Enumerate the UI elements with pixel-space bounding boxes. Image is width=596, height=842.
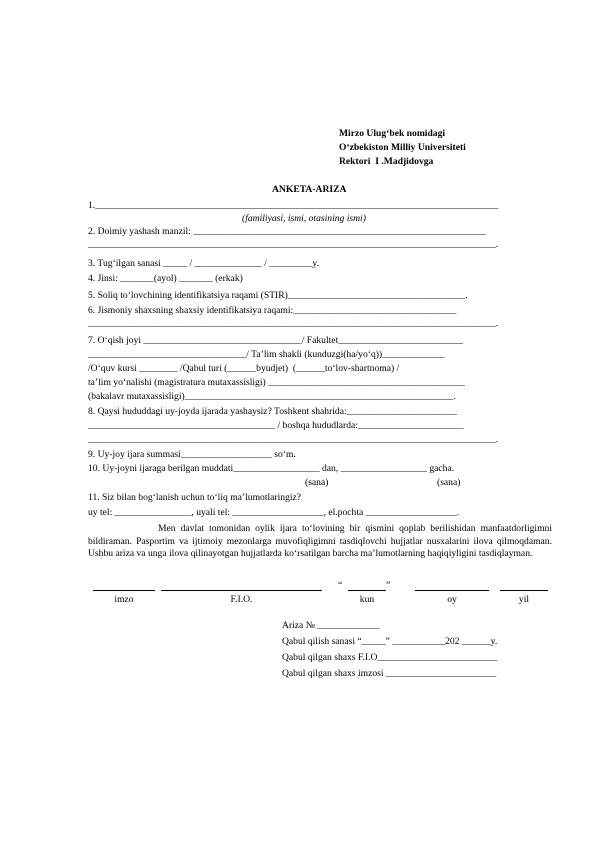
signature-yil-line[interactable] (500, 590, 548, 591)
signature-fio-label: F.I.O. (230, 594, 253, 605)
field-7-course-admission[interactable]: /O‘quv kursi ________ /Qabul turi (______byudjet) (______to‘lov-shartnoma) / (88, 363, 400, 374)
field-6-pinfl[interactable]: 6. Jismoniy shaxsning shaxsiy identifikatsiya raqami:__________________________________ (88, 305, 457, 316)
field-7-specialty-master[interactable]: ta’lim yo‘nalishi (magistratura mutaxassisligi) _________________________________________ (88, 377, 465, 388)
signature-kun-close-quote: ” (386, 580, 391, 591)
signature-oy-line[interactable] (415, 590, 489, 591)
office-receipt-date[interactable]: Qabul qilish sanasi “_____” ___________202 ______y. (282, 636, 498, 647)
signature-kun-label: kun (359, 594, 375, 605)
signature-oy-label: oy (447, 594, 457, 605)
field-7-specialty-bachelor[interactable]: (bakalavr mutaxassisligi)________________________________________________________. (88, 391, 456, 402)
field-2-address-cont[interactable]: _____________________________________________________________________________________. (88, 239, 499, 250)
signature-imzo-line[interactable] (93, 590, 155, 591)
field-11-contact-question: 11. Siz bilan bog‘lanish uchun to‘liq ma’lumotlaringiz? (88, 492, 302, 503)
signature-kun-open-quote: “ (338, 580, 343, 591)
field-8-region[interactable]: 8. Qaysi hududdagi uy-joyda ijarada yashaysiz? Toshkent shahrida:_______________________ (88, 406, 457, 417)
signature-fio-line[interactable] (161, 590, 322, 591)
field-1-hint: (familiyasi, ismi, otasining ismi) (242, 213, 366, 224)
office-receiver-signature[interactable]: Qabul qilgan shaxs imzosi _______________________ (282, 668, 497, 679)
declaration-paragraph: Men davlat tomonidan oylik ijara to‘lovining bir qismini qoplab berilishidan manfaatdorligimni bildiraman. Pasportim va ijtimoiy mezonlarga muvofiqligimni tasdiqlovchi hujjatlar nusxalarini ilova qilmoqdaman. Ushbu ariza va unga ilova qilinayotgan hujjatlarda ko‘rsatilgan barcha ma’lumotlarning haqiqiyligini tasdiqlayman. (88, 523, 552, 559)
signature-imzo-label: imzo (114, 594, 134, 605)
signature-yil-label: yil (518, 594, 530, 605)
field-10-date-hint-to: (sana) (437, 477, 461, 488)
field-2-address[interactable]: 2. Doimiy yashash manzil: _____________________________________________________________ (88, 226, 486, 237)
signature-kun-line[interactable] (348, 590, 386, 591)
field-10-rent-period[interactable]: 10. Uy-joyni ijaraga berilgan muddati__________________ dan, __________________ gacha. (88, 463, 455, 474)
field-1-full-name[interactable]: 1.____________________________________________________________________________________ (88, 200, 499, 211)
field-9-rent-amount[interactable]: 9. Uy-joy ijara summasi___________________ so‘m. (88, 449, 296, 460)
field-3-birth-date[interactable]: 3. Tug‘ilgan sanasi _____ / ______________ / _________y. (88, 258, 319, 269)
office-receiver-name[interactable]: Qabul qilgan shaxs F.I.O_________________________ (282, 652, 498, 663)
addressee-line-2: O‘zbekiston Milliy Universiteti (339, 142, 466, 153)
addressee-line-1: Mirzo Ulug‘bek nomidagi (339, 128, 446, 139)
field-4-gender[interactable]: 4. Jinsi: _______(ayol) _______ (erkak) (88, 273, 243, 284)
document-title: ANKETA-ARIZA (272, 184, 347, 195)
office-ariza-number[interactable]: Ariza № _____________ (282, 620, 380, 631)
field-6-pinfl-cont[interactable]: _____________________________________________________________________________________. (88, 318, 499, 329)
field-10-date-hint-from: (sana) (305, 477, 329, 488)
field-7-study-place[interactable]: 7. O‘qish joyi _________________________________/ Fakultet__________________________ (88, 335, 463, 346)
addressee-line-3: Rektori I .Madjidovga (339, 156, 434, 167)
field-5-stir[interactable]: 5. Soliq to‘lovchining identifikatsiya raqami (STIR)_____________________________________. (88, 290, 468, 301)
field-8-region-cont[interactable]: _____________________________________________________________________________________. (88, 434, 499, 445)
field-7-education-form[interactable]: _________________________________/ Ta’lim shakli (kunduzgi(ha/yo‘q))_____________ (88, 349, 445, 360)
field-11-contacts[interactable]: uy tel: ________________, uyali tel: ___________________, el.pochta ___________________. (88, 507, 460, 518)
field-8-region-other[interactable]: _______________________________________ / boshqa hududlarda:______________________ (88, 420, 464, 431)
